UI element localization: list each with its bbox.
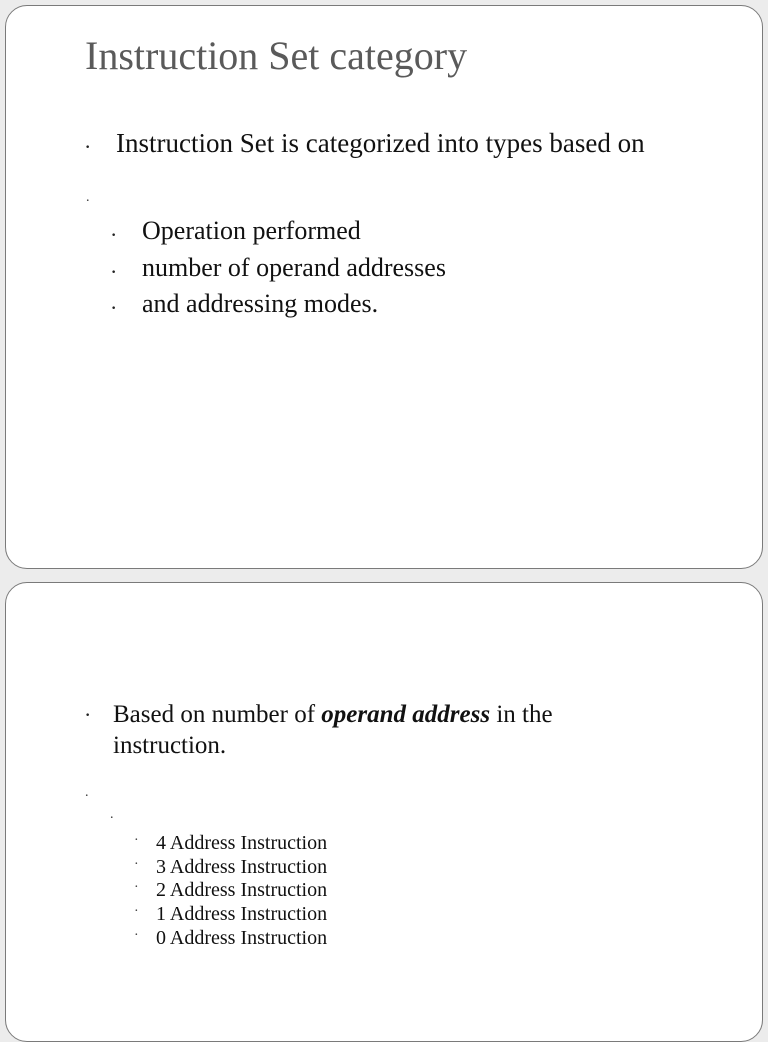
- bullet-text-emphasis: operand address: [321, 701, 491, 728]
- bullet-dot-icon: ·: [134, 904, 139, 919]
- bullet-dot-icon: ·: [84, 134, 92, 159]
- bullet-dot-icon: ·: [134, 857, 139, 872]
- bullet-main-line2: instruction.: [113, 732, 227, 759]
- slide-1: [5, 5, 763, 569]
- bullet-main-line1: [113, 701, 553, 729]
- bullet-dot-icon: ·: [134, 880, 139, 895]
- sub-item: 3 Address Instruction: [156, 856, 328, 878]
- bullet-intro: Instruction Set is categorized into types based on: [116, 128, 645, 158]
- empty-bullet-icon: .: [86, 190, 90, 205]
- sub-item: 1 Address Instruction: [156, 903, 328, 925]
- empty-bullet-icon: .: [85, 785, 89, 800]
- bullet-text-prefix: Based on number of: [113, 701, 322, 728]
- sub-item: 0 Address Instruction: [156, 927, 328, 949]
- slide-2: [5, 582, 763, 1042]
- bullet-dot-icon: ·: [110, 222, 118, 247]
- sub-item: 2 Address Instruction: [156, 879, 328, 901]
- slide-title: Instruction Set category: [85, 33, 468, 78]
- sub-item: number of operand addresses: [142, 253, 446, 282]
- bullet-dot-icon: ·: [134, 928, 139, 943]
- sub-item: 4 Address Instruction: [156, 832, 328, 854]
- bullet-dot-icon: ·: [110, 295, 118, 320]
- sub-item: and addressing modes.: [142, 289, 379, 318]
- bullet-text-suffix: in the: [490, 701, 553, 728]
- empty-bullet-icon: .: [110, 807, 114, 822]
- bullet-dot-icon: ·: [110, 259, 118, 284]
- bullet-dot-icon: ·: [84, 702, 92, 727]
- sub-item: Operation performed: [142, 216, 361, 245]
- bullet-dot-icon: ·: [134, 833, 139, 848]
